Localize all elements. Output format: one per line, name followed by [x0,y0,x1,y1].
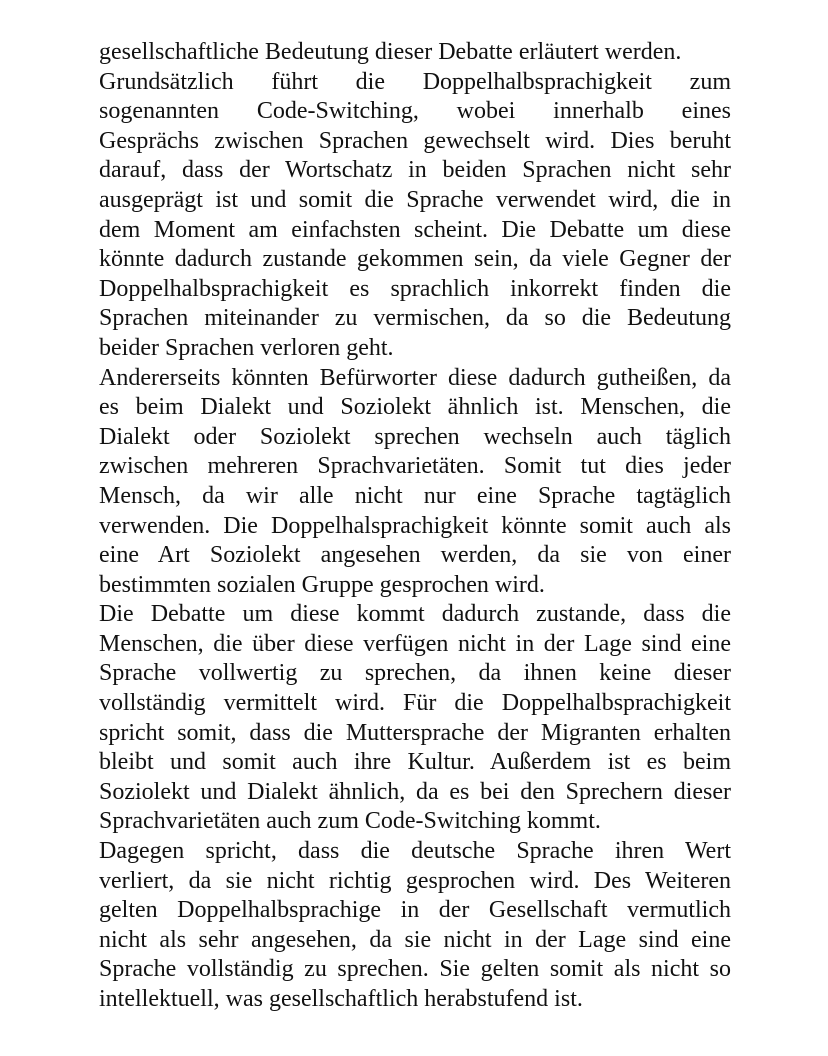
text-line: ausgeprägt ist und somit die Sprache verwendet wird, die in [99,186,731,213]
text-line: Sprache vollständig zu sprechen. Sie gelten somit als nicht so [99,956,731,983]
text-line: Soziolekt und Dialekt ähnlich, da es bei den Sprechern dieser [99,778,731,805]
text-line: Sprachen miteinander zu vermischen, da so die Bedeutung [99,305,731,332]
text-line: spricht somit, dass die Muttersprache der Migranten erhalten [99,719,731,746]
text-line: Doppelhalbsprachigkeit es sprachlich inkorrekt finden die [99,275,731,302]
paragraph-code-switching [99,68,731,364]
text-line: eine Art Soziolekt angesehen werden, da sie von einer [99,542,731,569]
text-line: Sprache vollwertig zu sprechen, da ihnen keine dieser [99,660,731,687]
text-line: gesellschaftliche Bedeutung dieser Debatte erläutert werden. [99,39,682,65]
text-line: darauf, dass der Wortschatz in beiden Sprachen nicht sehr [99,157,731,184]
text-line: Gesprächs zwischen Sprachen gewechselt wird. Dies beruht [99,127,731,154]
document-page [99,38,731,1015]
text-line: bleibt und somit auch ihre Kultur. Außerdem ist es beim [99,749,731,776]
text-line: Dagegen spricht, dass die deutsche Sprache ihren Wert [99,838,731,865]
text-line: Menschen, die über diese verfügen nicht in der Lage sind eine [99,630,731,657]
text-line: Grundsätzlich führt die Doppelhalbsprachigkeit zum [99,68,731,95]
paragraph-debatte [99,600,731,837]
paragraph-dagegen [99,837,731,1015]
text-line: gelten Doppelhalbsprachige in der Gesellschaft vermutlich [99,897,731,924]
text-line: verliert, da sie nicht richtig gesprochen wird. Des Weiteren [99,867,731,894]
paragraph-befuerworter [99,364,731,601]
text-line: intellektuell, was gesellschaftlich herabstufend ist. [99,986,583,1012]
text-line: dem Moment am einfachsten scheint. Die Debatte um diese [99,216,731,243]
text-line: Andererseits könnten Befürworter diese dadurch gutheißen, da [99,364,731,391]
text-line: es beim Dialekt und Soziolekt ähnlich ist. Menschen, die [99,394,731,421]
text-line: Sprachvarietäten auch zum Code-Switching kommt. [99,808,601,835]
text-line: Dialekt oder Soziolekt sprechen wechseln auch täglich [99,423,731,450]
text-line: zwischen mehreren Sprachvarietäten. Somit tut dies jeder [99,453,731,480]
text-line: verwenden. Die Doppelhalsprachigkeit könnte somit auch als [99,512,731,539]
paragraph-intro-end [99,38,731,68]
text-line: könnte dadurch zustande gekommen sein, da viele Gegner der [99,246,731,273]
text-line: Die Debatte um diese kommt dadurch zustande, dass die [99,601,731,628]
text-line: bestimmten sozialen Gruppe gesprochen wird. [99,571,545,598]
text-line: sogenannten Code-Switching, wobei innerhalb eines [99,98,731,125]
text-line: beider Sprachen verloren geht. [99,334,394,361]
text-line: Mensch, da wir alle nicht nur eine Sprache tagtäglich [99,482,731,509]
text-line: nicht als sehr angesehen, da sie nicht in der Lage sind eine [99,926,731,953]
text-line: vollständig vermittelt wird. Für die Doppelhalbsprachigkeit [99,690,731,717]
